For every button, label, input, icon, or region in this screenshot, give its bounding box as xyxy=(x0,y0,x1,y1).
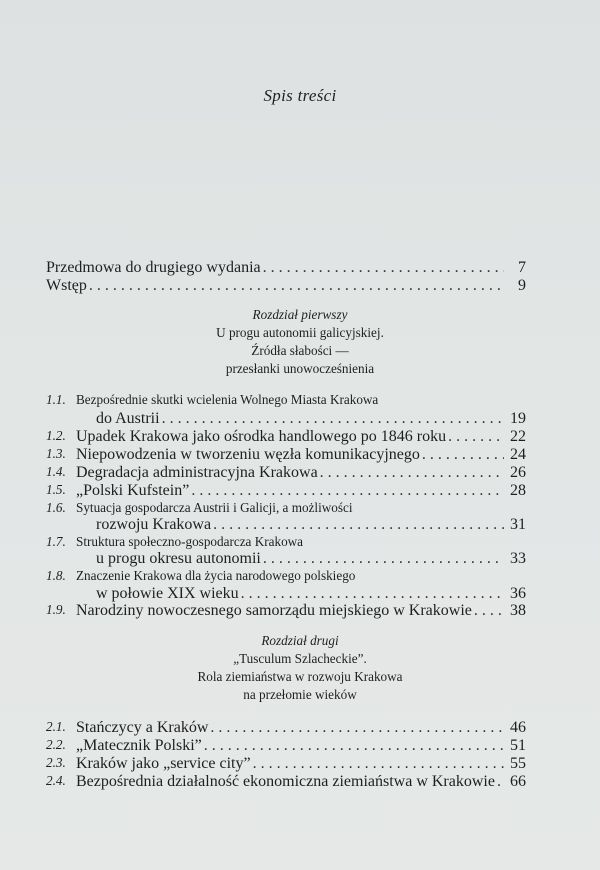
entry-number: 2.2. xyxy=(46,737,66,752)
entry-label-line: Degradacja administracyjna Krakowa xyxy=(76,464,318,481)
entry-number: 2.1. xyxy=(46,719,66,734)
entry-page: 36 xyxy=(510,585,526,602)
entry-number: 1.1. xyxy=(46,392,66,407)
leader-dots xyxy=(253,755,504,773)
chapter-2-subtitle-line: na przełomie wieków xyxy=(243,687,357,702)
entry-label-line: Struktura społeczno-gospodarcza Krakowa xyxy=(76,534,304,549)
leader-dots xyxy=(422,446,504,464)
leader-dots xyxy=(210,719,504,737)
entry-page: 22 xyxy=(510,428,526,445)
entry-label: Wstęp xyxy=(46,277,87,294)
leader-dots xyxy=(497,773,504,791)
entry-page: 28 xyxy=(510,482,526,499)
entry-page: 24 xyxy=(510,446,526,463)
entry-page: 33 xyxy=(510,550,526,567)
entry-page: 19 xyxy=(510,410,526,427)
leader-dots xyxy=(204,737,504,755)
entry-page: 31 xyxy=(510,516,526,533)
entry-number: 1.3. xyxy=(46,446,66,461)
entry-number: 1.2. xyxy=(46,428,66,443)
entry-page: 66 xyxy=(510,773,526,790)
toc-entry-intro xyxy=(46,277,526,295)
toc-entry-1-6 xyxy=(96,516,526,534)
entry-label-line: u progu okresu autonomii xyxy=(96,550,261,567)
leader-dots xyxy=(320,464,504,482)
chapter-1-subtitle-line: Źródła słabości — xyxy=(251,343,349,358)
entry-label-line: Sytuacja gospodarcza Austrii i Galicji, a możliwości xyxy=(76,500,353,515)
entry-label-line: rozwoju Krakowa xyxy=(96,516,212,533)
chapter-2-heading: Rozdział drugi xyxy=(261,633,339,648)
toc-entry-2-1 xyxy=(76,719,526,737)
toc-entry-2-2 xyxy=(76,737,526,755)
entry-number: 1.9. xyxy=(46,602,66,617)
toc-entry-preface xyxy=(46,259,526,277)
entry-label-line: Kraków jako „service city” xyxy=(76,755,251,772)
leader-dots xyxy=(162,410,504,428)
toc-entry-1-3 xyxy=(76,446,526,464)
entry-number: 2.4. xyxy=(46,773,66,788)
entry-label-line: Narodziny nowoczesnego samorządu miejskiego w Krakowie xyxy=(76,602,472,619)
entry-number: 2.3. xyxy=(46,755,66,770)
entry-label-line: Bezpośrednie skutki wcielenia Wolnego Miasta Krakowa xyxy=(76,392,379,407)
leader-dots xyxy=(241,585,504,603)
entry-page: 51 xyxy=(510,737,526,754)
entry-label-line: „Matecznik Polski” xyxy=(76,737,202,754)
entry-number: 1.7. xyxy=(46,534,66,549)
toc-entry-1-5 xyxy=(76,482,526,500)
leader-dots xyxy=(89,277,504,295)
entry-page: 9 xyxy=(518,277,526,294)
toc-entry-1-8 xyxy=(96,585,526,603)
entry-page: 38 xyxy=(510,602,526,619)
entry-number: 1.8. xyxy=(46,568,66,583)
chapter-1-subtitle-line: przesłanki unowocześnienia xyxy=(225,361,375,376)
entry-page: 55 xyxy=(510,755,526,772)
leader-dots xyxy=(263,259,504,277)
entry-label-line: Stańczycy a Kraków xyxy=(76,719,209,736)
page-title: Spis treści xyxy=(263,86,337,105)
chapter-1-subtitle-line: U progu autonomii galicyjskiej. xyxy=(216,325,384,340)
entry-label-line: Niepowodzenia w tworzeniu węzła komunikacyjnego xyxy=(76,446,420,463)
entry-label: Przedmowa do drugiego wydania xyxy=(46,259,261,276)
entry-page: 46 xyxy=(510,719,526,736)
chapter-2-subtitle-line: „Tusculum Szlacheckie”. xyxy=(233,651,367,666)
entry-label-line: w połowie XIX wieku xyxy=(96,585,239,602)
entry-page: 26 xyxy=(510,464,526,481)
entry-number: 1.5. xyxy=(46,482,66,497)
entry-page: 7 xyxy=(518,259,526,276)
toc-entry-1-7 xyxy=(96,550,526,568)
entry-number: 1.4. xyxy=(46,464,66,479)
entry-number: 1.6. xyxy=(46,500,66,515)
leader-dots xyxy=(263,550,504,568)
chapter-2-subtitle-line: Rola ziemiaństwa w rozwoju Krakowa xyxy=(197,669,403,684)
entry-label-line: Bezpośrednia działalność ekonomiczna ziemiaństwa w Krakowie xyxy=(76,773,495,790)
entry-label-line: Znaczenie Krakowa dla życia narodowego polskiego xyxy=(76,568,356,583)
entry-label-line: „Polski Kufstein” xyxy=(76,482,190,499)
toc-entry-2-3 xyxy=(76,755,526,773)
toc-entry-1-4 xyxy=(76,464,526,482)
toc-entry-1-1 xyxy=(96,410,526,428)
toc-entry-2-4 xyxy=(76,773,526,791)
leader-dots xyxy=(213,516,504,534)
leader-dots xyxy=(448,428,504,446)
leader-dots xyxy=(474,602,504,620)
chapter-1-heading: Rozdział pierwszy xyxy=(252,307,348,322)
entry-label-line: do Austrii xyxy=(96,410,160,427)
toc-entry-1-2 xyxy=(76,428,526,446)
leader-dots xyxy=(191,482,504,500)
entry-label-line: Upadek Krakowa jako ośrodka handlowego po 1846 roku xyxy=(76,428,447,445)
toc-entry-1-9 xyxy=(76,602,526,620)
